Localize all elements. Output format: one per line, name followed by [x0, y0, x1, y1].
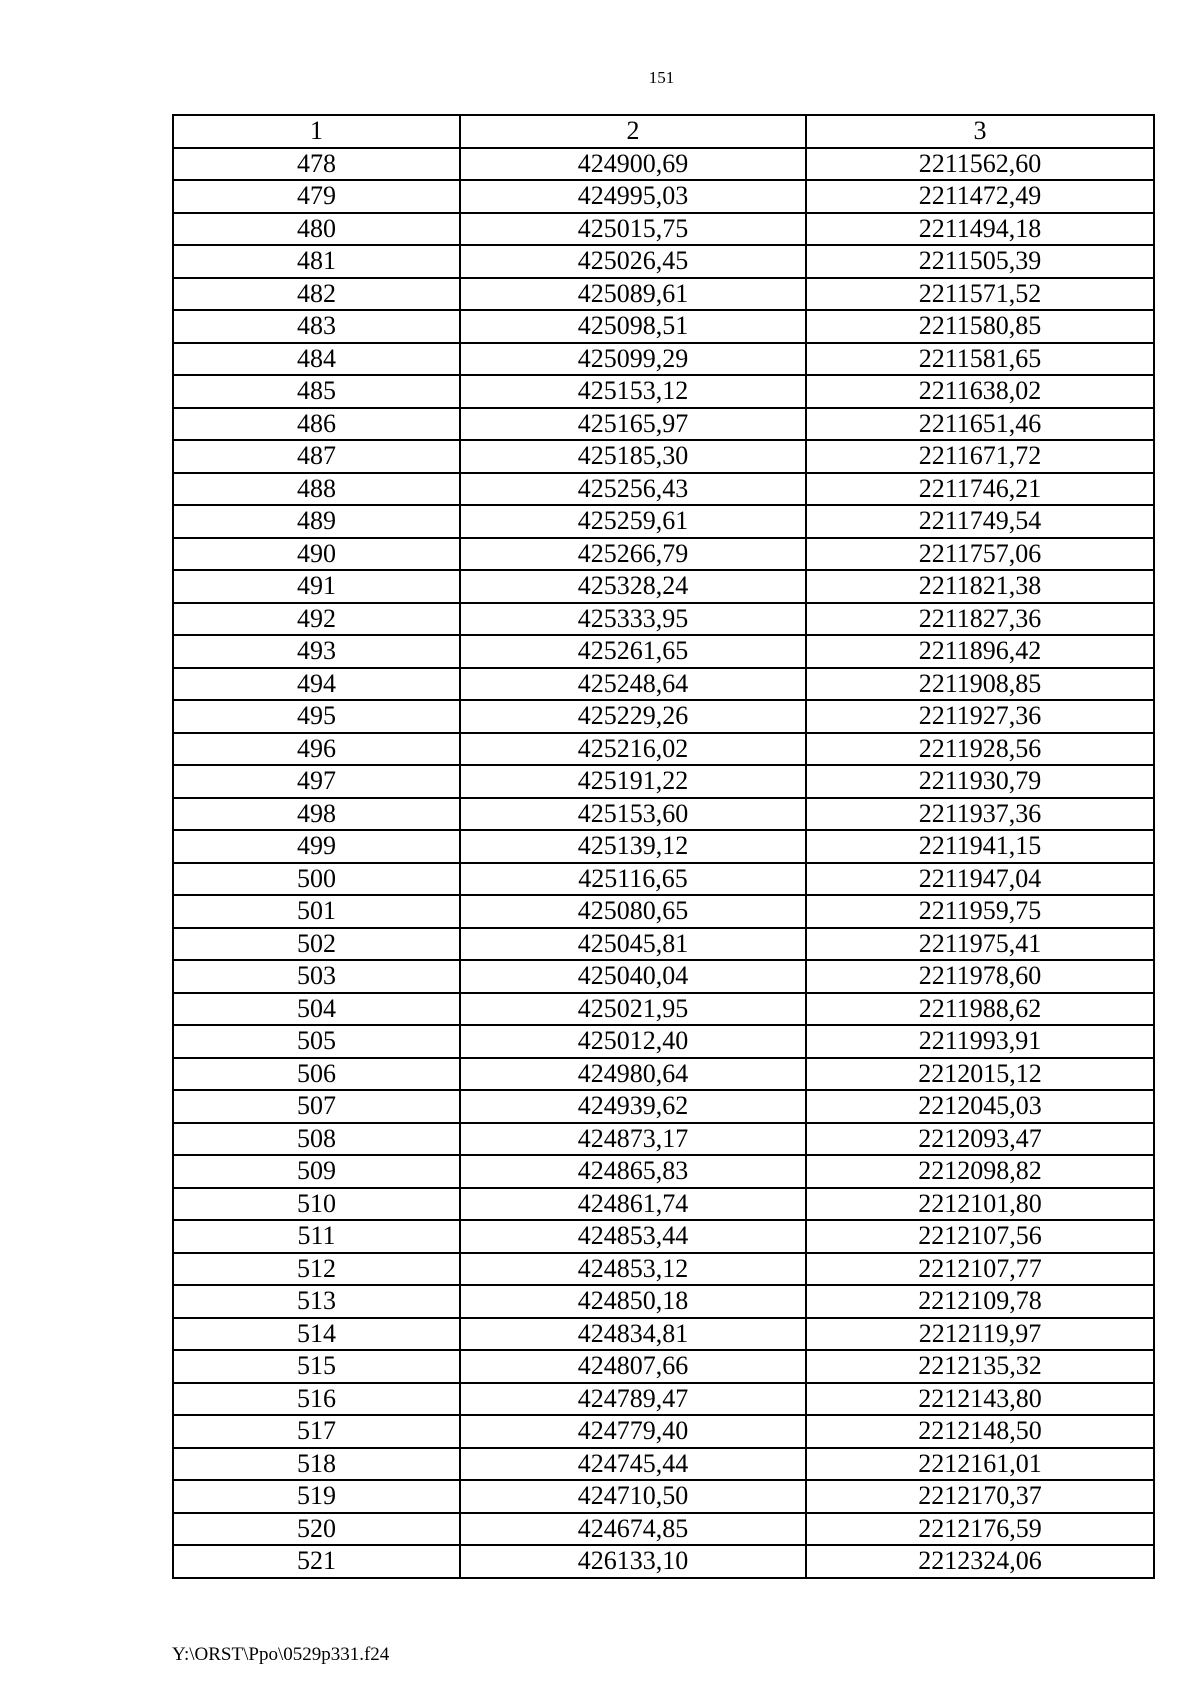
- table-row: [173, 798, 1154, 831]
- coordinate-x-cell: 424939,62: [460, 1090, 806, 1123]
- table-row: [173, 213, 1154, 246]
- coordinate-x-cell: 424779,40: [460, 1415, 806, 1448]
- point-number-cell: 507: [173, 1090, 460, 1123]
- coordinate-x-cell: 425333,95: [460, 603, 806, 636]
- coordinate-y-cell: 2211821,38: [806, 570, 1154, 603]
- table-row: [173, 1513, 1154, 1546]
- coordinate-y-cell: 2211580,85: [806, 310, 1154, 343]
- table-row: [173, 668, 1154, 701]
- coordinate-x-cell: 424865,83: [460, 1155, 806, 1188]
- table-row: [173, 700, 1154, 733]
- coordinate-y-cell: 2212107,77: [806, 1253, 1154, 1286]
- coordinate-x-cell: 425248,64: [460, 668, 806, 701]
- coordinate-y-cell: 2211757,06: [806, 538, 1154, 571]
- coordinate-y-cell: 2211941,15: [806, 830, 1154, 863]
- table-row: [173, 1480, 1154, 1513]
- table-row: [173, 343, 1154, 376]
- point-number-cell: 482: [173, 278, 460, 311]
- point-number-cell: 486: [173, 408, 460, 441]
- coordinate-x-cell: 425185,30: [460, 440, 806, 473]
- coordinate-x-cell: 425328,24: [460, 570, 806, 603]
- column-header-3: 3: [806, 115, 1154, 148]
- coordinate-y-cell: 2211975,41: [806, 928, 1154, 961]
- table-row: [173, 408, 1154, 441]
- coordinate-x-cell: 424853,12: [460, 1253, 806, 1286]
- table-row: [173, 1448, 1154, 1481]
- coordinate-y-cell: 2211746,21: [806, 473, 1154, 506]
- point-number-cell: 521: [173, 1545, 460, 1578]
- point-number-cell: 511: [173, 1220, 460, 1253]
- footer-file-path: Y:\ORST\Ppo\0529p331.f24: [172, 1644, 390, 1665]
- point-number-cell: 512: [173, 1253, 460, 1286]
- coordinate-x-cell: 425040,04: [460, 960, 806, 993]
- table-body: [173, 148, 1154, 1578]
- table-row: [173, 1188, 1154, 1221]
- table-row: [173, 1253, 1154, 1286]
- table-row: [173, 148, 1154, 181]
- coordinate-x-cell: 425080,65: [460, 895, 806, 928]
- point-number-cell: 499: [173, 830, 460, 863]
- coordinate-y-cell: 2211638,02: [806, 375, 1154, 408]
- point-number-cell: 513: [173, 1285, 460, 1318]
- table-row: [173, 375, 1154, 408]
- coordinate-y-cell: 2211494,18: [806, 213, 1154, 246]
- table-row: [173, 1545, 1154, 1578]
- coordinate-y-cell: 2211581,65: [806, 343, 1154, 376]
- coordinate-x-cell: 424789,47: [460, 1383, 806, 1416]
- table-row: [173, 245, 1154, 278]
- point-number-cell: 508: [173, 1123, 460, 1156]
- point-number-cell: 505: [173, 1025, 460, 1058]
- table-row: [173, 895, 1154, 928]
- coordinate-x-cell: 425045,81: [460, 928, 806, 961]
- point-number-cell: 516: [173, 1383, 460, 1416]
- coordinate-x-cell: 425191,22: [460, 765, 806, 798]
- coordinate-x-cell: 424861,74: [460, 1188, 806, 1221]
- table-row: [173, 570, 1154, 603]
- point-number-cell: 514: [173, 1318, 460, 1351]
- coordinate-x-cell: 425099,29: [460, 343, 806, 376]
- coordinate-x-cell: 425015,75: [460, 213, 806, 246]
- point-number-cell: 478: [173, 148, 460, 181]
- table-row: [173, 473, 1154, 506]
- point-number-cell: 488: [173, 473, 460, 506]
- coordinate-x-cell: 425261,65: [460, 635, 806, 668]
- point-number-cell: 518: [173, 1448, 460, 1481]
- table-row: [173, 863, 1154, 896]
- coordinate-x-cell: 425153,12: [460, 375, 806, 408]
- point-number-cell: 500: [173, 863, 460, 896]
- coordinate-x-cell: 424834,81: [460, 1318, 806, 1351]
- table-row: [173, 1220, 1154, 1253]
- point-number-cell: 480: [173, 213, 460, 246]
- coordinate-x-cell: 424850,18: [460, 1285, 806, 1318]
- coordinate-y-cell: 2212135,32: [806, 1350, 1154, 1383]
- coordinate-x-cell: 425012,40: [460, 1025, 806, 1058]
- table-row: [173, 635, 1154, 668]
- table-row: [173, 765, 1154, 798]
- coordinate-y-cell: 2211505,39: [806, 245, 1154, 278]
- point-number-cell: 491: [173, 570, 460, 603]
- coordinate-y-cell: 2212109,78: [806, 1285, 1154, 1318]
- coordinate-x-cell: 425216,02: [460, 733, 806, 766]
- point-number-cell: 497: [173, 765, 460, 798]
- table-row: [173, 1058, 1154, 1091]
- table-header-row: [173, 115, 1154, 148]
- point-number-cell: 485: [173, 375, 460, 408]
- point-number-cell: 487: [173, 440, 460, 473]
- coordinate-y-cell: 2211651,46: [806, 408, 1154, 441]
- table-row: [173, 1318, 1154, 1351]
- coordinate-x-cell: 424745,44: [460, 1448, 806, 1481]
- coordinate-y-cell: 2212045,03: [806, 1090, 1154, 1123]
- coordinate-y-cell: 2212101,80: [806, 1188, 1154, 1221]
- point-number-cell: 489: [173, 505, 460, 538]
- point-number-cell: 506: [173, 1058, 460, 1091]
- table-row: [173, 505, 1154, 538]
- coordinate-y-cell: 2212143,80: [806, 1383, 1154, 1416]
- coordinate-x-cell: 424710,50: [460, 1480, 806, 1513]
- coordinate-x-cell: 426133,10: [460, 1545, 806, 1578]
- coordinate-y-cell: 2212098,82: [806, 1155, 1154, 1188]
- coordinate-x-cell: 425153,60: [460, 798, 806, 831]
- coordinate-y-cell: 2212176,59: [806, 1513, 1154, 1546]
- coordinate-x-cell: 424900,69: [460, 148, 806, 181]
- table-row: [173, 440, 1154, 473]
- point-number-cell: 496: [173, 733, 460, 766]
- coordinate-y-cell: 2212148,50: [806, 1415, 1154, 1448]
- coordinate-y-cell: 2211978,60: [806, 960, 1154, 993]
- table-row: [173, 960, 1154, 993]
- table-row: [173, 1415, 1154, 1448]
- table-row: [173, 733, 1154, 766]
- coordinate-y-cell: 2211988,62: [806, 993, 1154, 1026]
- point-number-cell: 479: [173, 180, 460, 213]
- coordinate-y-cell: 2212119,97: [806, 1318, 1154, 1351]
- column-header-2: 2: [460, 115, 806, 148]
- coordinate-y-cell: 2211930,79: [806, 765, 1154, 798]
- coordinate-x-cell: 425259,61: [460, 505, 806, 538]
- coordinate-x-cell: 425139,12: [460, 830, 806, 863]
- coordinate-y-cell: 2211562,60: [806, 148, 1154, 181]
- point-number-cell: 503: [173, 960, 460, 993]
- table-row: [173, 1025, 1154, 1058]
- point-number-cell: 510: [173, 1188, 460, 1221]
- coordinate-x-cell: 425026,45: [460, 245, 806, 278]
- point-number-cell: 504: [173, 993, 460, 1026]
- coordinate-y-cell: 2211927,36: [806, 700, 1154, 733]
- table-row: [173, 538, 1154, 571]
- coordinate-y-cell: 2212015,12: [806, 1058, 1154, 1091]
- coordinate-x-cell: 424807,66: [460, 1350, 806, 1383]
- coordinate-y-cell: 2211928,56: [806, 733, 1154, 766]
- table-row: [173, 1350, 1154, 1383]
- coordinate-x-cell: 424674,85: [460, 1513, 806, 1546]
- coordinate-y-cell: 2212107,56: [806, 1220, 1154, 1253]
- coordinate-y-cell: 2211571,52: [806, 278, 1154, 311]
- coordinate-y-cell: 2211896,42: [806, 635, 1154, 668]
- coordinate-y-cell: 2212170,37: [806, 1480, 1154, 1513]
- point-number-cell: 490: [173, 538, 460, 571]
- coordinate-y-cell: 2212324,06: [806, 1545, 1154, 1578]
- table-row: [173, 928, 1154, 961]
- point-number-cell: 481: [173, 245, 460, 278]
- point-number-cell: 493: [173, 635, 460, 668]
- table-row: [173, 310, 1154, 343]
- column-header-1: 1: [173, 115, 460, 148]
- coordinate-x-cell: 425089,61: [460, 278, 806, 311]
- point-number-cell: 501: [173, 895, 460, 928]
- coordinate-y-cell: 2211937,36: [806, 798, 1154, 831]
- table-row: [173, 1155, 1154, 1188]
- coordinate-y-cell: 2211827,36: [806, 603, 1154, 636]
- coordinate-y-cell: 2212161,01: [806, 1448, 1154, 1481]
- point-number-cell: 520: [173, 1513, 460, 1546]
- table-row: [173, 603, 1154, 636]
- point-number-cell: 519: [173, 1480, 460, 1513]
- coordinate-y-cell: 2211908,85: [806, 668, 1154, 701]
- coordinate-x-cell: 424873,17: [460, 1123, 806, 1156]
- point-number-cell: 517: [173, 1415, 460, 1448]
- table-row: [173, 830, 1154, 863]
- coordinate-y-cell: 2211472,49: [806, 180, 1154, 213]
- coordinates-table: [172, 114, 1155, 1579]
- table-row: [173, 1383, 1154, 1416]
- coordinate-x-cell: 425229,26: [460, 700, 806, 733]
- coordinate-x-cell: 424853,44: [460, 1220, 806, 1253]
- point-number-cell: 502: [173, 928, 460, 961]
- coordinate-x-cell: 425098,51: [460, 310, 806, 343]
- point-number-cell: 494: [173, 668, 460, 701]
- coordinate-x-cell: 424980,64: [460, 1058, 806, 1091]
- coordinate-x-cell: 424995,03: [460, 180, 806, 213]
- table-row: [173, 1285, 1154, 1318]
- point-number-cell: 484: [173, 343, 460, 376]
- coordinate-x-cell: 425116,65: [460, 863, 806, 896]
- point-number-cell: 483: [173, 310, 460, 343]
- page-number: 151: [648, 68, 675, 87]
- coordinate-x-cell: 425256,43: [460, 473, 806, 506]
- point-number-cell: 492: [173, 603, 460, 636]
- table-row: [173, 180, 1154, 213]
- point-number-cell: 515: [173, 1350, 460, 1383]
- coordinate-x-cell: 425165,97: [460, 408, 806, 441]
- coordinate-y-cell: 2212093,47: [806, 1123, 1154, 1156]
- table-row: [173, 993, 1154, 1026]
- coordinate-y-cell: 2211749,54: [806, 505, 1154, 538]
- coordinate-y-cell: 2211993,91: [806, 1025, 1154, 1058]
- coordinate-y-cell: 2211671,72: [806, 440, 1154, 473]
- coordinate-y-cell: 2211959,75: [806, 895, 1154, 928]
- table-row: [173, 1090, 1154, 1123]
- coordinate-x-cell: 425266,79: [460, 538, 806, 571]
- coordinate-y-cell: 2211947,04: [806, 863, 1154, 896]
- table-row: [173, 278, 1154, 311]
- point-number-cell: 498: [173, 798, 460, 831]
- point-number-cell: 509: [173, 1155, 460, 1188]
- point-number-cell: 495: [173, 700, 460, 733]
- table-row: [173, 1123, 1154, 1156]
- coordinate-x-cell: 425021,95: [460, 993, 806, 1026]
